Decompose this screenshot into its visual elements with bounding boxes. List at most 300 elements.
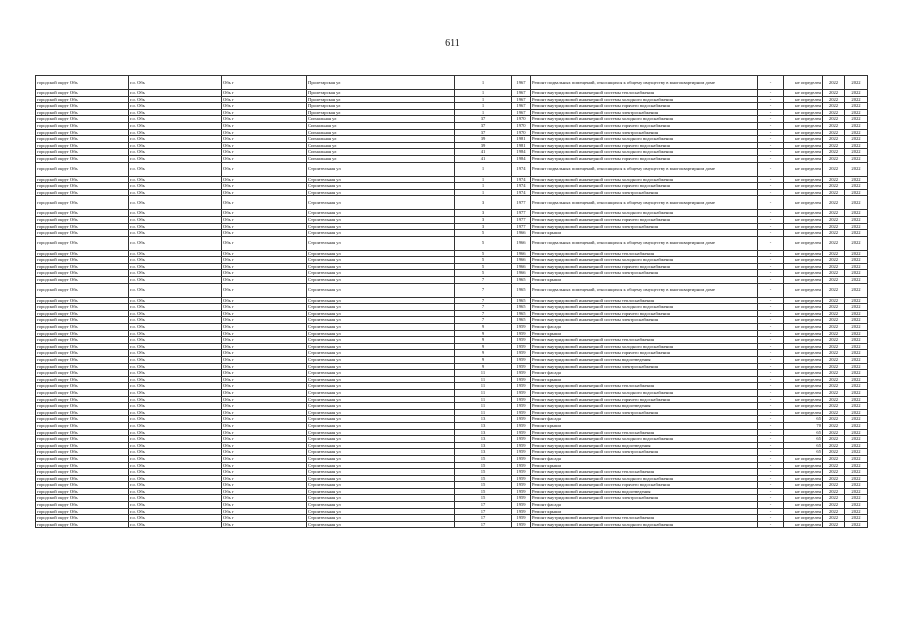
cell-cost: не определен <box>784 469 823 476</box>
cell-settlement: Обь г <box>222 475 307 482</box>
cell-district: городской округ Обь <box>36 270 129 277</box>
cell-year-start: 2022 <box>823 223 845 230</box>
cell-settlement: Обь г <box>222 482 307 489</box>
cell-street: Строительная ул <box>307 409 455 416</box>
cell-street: Сигнальная ул <box>307 136 455 143</box>
cell-cost: не определен <box>784 343 823 350</box>
cell-settlement: Обь г <box>222 236 307 250</box>
cell-settlement: Обь г <box>222 283 307 297</box>
cell-dash: - <box>758 216 784 223</box>
cell-year-end: 2022 <box>845 129 868 136</box>
cell-work-type: Ремонт подвальных помещений, относящихся к общему имуществу в многоквартирном доме <box>531 76 758 90</box>
cell-district: городской округ Обь <box>36 183 129 190</box>
cell-dash: - <box>758 230 784 237</box>
cell-district: городской округ Обь <box>36 350 129 357</box>
table-row <box>36 277 868 284</box>
cell-district: городской округ Обь <box>36 149 129 156</box>
cell-year-end: 2022 <box>845 297 868 304</box>
cell-settlement: Обь г <box>222 449 307 456</box>
cell-work-type: Ремонт внутридомовой инженерной системы горячего водоснабжения <box>531 350 758 357</box>
cell-build-year: 1965 <box>512 297 531 304</box>
cell-street: Строительная ул <box>307 176 455 183</box>
cell-dash: - <box>758 330 784 337</box>
cell-municipality: г.о. Обь <box>129 96 222 103</box>
cell-settlement: Обь г <box>222 183 307 190</box>
cell-cost: не определен <box>784 521 823 528</box>
cell-year-start: 2022 <box>823 416 845 423</box>
cell-dash: - <box>758 502 784 509</box>
cell-year-start: 2022 <box>823 396 845 403</box>
cell-cost: не определен <box>784 357 823 364</box>
cell-house-number: 7 <box>455 277 512 284</box>
cell-work-type: Ремонт внутридомовой инженерной системы горячего водоснабжения <box>531 263 758 270</box>
cell-dash: - <box>758 103 784 110</box>
table-row <box>36 142 868 149</box>
cell-settlement: Обь г <box>222 469 307 476</box>
cell-house-number: 41 <box>455 149 512 156</box>
cell-year-start: 2022 <box>823 149 845 156</box>
cell-year-end: 2022 <box>845 109 868 116</box>
cell-house-number: 3 <box>455 216 512 223</box>
cell-build-year: 1959 <box>512 449 531 456</box>
cell-cost: не определен <box>784 455 823 462</box>
cell-dash: - <box>758 155 784 162</box>
table-row <box>36 376 868 383</box>
cell-year-end: 2022 <box>845 389 868 396</box>
cell-street: Строительная ул <box>307 462 455 469</box>
cell-settlement: Обь г <box>222 337 307 344</box>
cell-cost: не определен <box>784 389 823 396</box>
cell-district: городской округ Обь <box>36 469 129 476</box>
cell-year-start: 2022 <box>823 236 845 250</box>
cell-settlement: Обь г <box>222 142 307 149</box>
cell-street: Строительная ул <box>307 389 455 396</box>
cell-dash: - <box>758 455 784 462</box>
cell-build-year: 1959 <box>512 436 531 443</box>
cell-municipality: г.о. Обь <box>129 488 222 495</box>
cell-street: Строительная ул <box>307 350 455 357</box>
cell-district: городской округ Обь <box>36 103 129 110</box>
cell-street: Сигнальная ул <box>307 122 455 129</box>
cell-street: Строительная ул <box>307 230 455 237</box>
cell-street: Строительная ул <box>307 475 455 482</box>
cell-district: городской округ Обь <box>36 250 129 257</box>
table-row <box>36 196 868 210</box>
table-row <box>36 429 868 436</box>
cell-year-start: 2022 <box>823 297 845 304</box>
cell-build-year: 1959 <box>512 343 531 350</box>
cell-street: Строительная ул <box>307 210 455 217</box>
cell-build-year: 1959 <box>512 357 531 364</box>
cell-work-type: Ремонт внутридомовой инженерной системы горячего водоснабжения <box>531 482 758 489</box>
cell-municipality: г.о. Обь <box>129 129 222 136</box>
cell-dash: - <box>758 422 784 429</box>
cell-dash: - <box>758 515 784 522</box>
table-row <box>36 317 868 324</box>
table-row <box>36 304 868 311</box>
cell-settlement: Обь г <box>222 442 307 449</box>
table-row <box>36 90 868 97</box>
cell-house-number: 1 <box>455 96 512 103</box>
cell-cost: не определен <box>784 103 823 110</box>
cell-house-number: 9 <box>455 357 512 364</box>
cell-house-number: 9 <box>455 343 512 350</box>
cell-year-end: 2022 <box>845 230 868 237</box>
cell-district: городской округ Обь <box>36 403 129 410</box>
cell-cost: не определен <box>784 210 823 217</box>
cell-settlement: Обь г <box>222 122 307 129</box>
cell-build-year: 1977 <box>512 216 531 223</box>
cell-settlement: Обь г <box>222 330 307 337</box>
cell-build-year: 1959 <box>512 515 531 522</box>
cell-cost: 65 <box>784 429 823 436</box>
cell-house-number: 37 <box>455 116 512 123</box>
cell-cost: не определен <box>784 96 823 103</box>
cell-house-number: 17 <box>455 515 512 522</box>
cell-settlement: Обь г <box>222 277 307 284</box>
cell-municipality: г.о. Обь <box>129 376 222 383</box>
cell-year-end: 2022 <box>845 442 868 449</box>
cell-year-end: 2022 <box>845 436 868 443</box>
cell-municipality: г.о. Обь <box>129 76 222 90</box>
cell-cost: не определен <box>784 475 823 482</box>
cell-municipality: г.о. Обь <box>129 495 222 502</box>
cell-district: городской округ Обь <box>36 109 129 116</box>
cell-settlement: Обь г <box>222 189 307 196</box>
cell-cost: не определен <box>784 189 823 196</box>
cell-work-type: Ремонт внутридомовой инженерной системы горячего водоснабжения <box>531 396 758 403</box>
cell-cost: не определен <box>784 263 823 270</box>
cell-municipality: г.о. Обь <box>129 324 222 331</box>
cell-settlement: Обь г <box>222 96 307 103</box>
cell-cost: не определен <box>784 363 823 370</box>
cell-work-type: Ремонт внутридомовой инженерной системы холодного водоснабжения <box>531 304 758 311</box>
cell-build-year: 1959 <box>512 389 531 396</box>
cell-cost: не определен <box>784 495 823 502</box>
cell-year-end: 2022 <box>845 515 868 522</box>
cell-build-year: 1965 <box>512 310 531 317</box>
cell-settlement: Обь г <box>222 162 307 176</box>
table-row <box>36 515 868 522</box>
cell-year-end: 2022 <box>845 422 868 429</box>
cell-district: городской округ Обь <box>36 462 129 469</box>
table-row <box>36 436 868 443</box>
cell-year-end: 2022 <box>845 429 868 436</box>
cell-settlement: Обь г <box>222 508 307 515</box>
table-row <box>36 283 868 297</box>
cell-year-end: 2022 <box>845 488 868 495</box>
cell-district: городской округ Обь <box>36 223 129 230</box>
table-row <box>36 122 868 129</box>
cell-year-end: 2022 <box>845 462 868 469</box>
cell-year-start: 2022 <box>823 263 845 270</box>
cell-year-start: 2022 <box>823 515 845 522</box>
cell-work-type: Ремонт внутридомовой инженерной системы теплоснабжения <box>531 515 758 522</box>
cell-district: городской округ Обь <box>36 304 129 311</box>
table-row <box>36 449 868 456</box>
cell-cost: не определен <box>784 376 823 383</box>
table-row <box>36 76 868 90</box>
table-row <box>36 162 868 176</box>
cell-dash: - <box>758 495 784 502</box>
cell-dash: - <box>758 363 784 370</box>
cell-year-start: 2022 <box>823 350 845 357</box>
cell-dash: - <box>758 90 784 97</box>
cell-year-end: 2022 <box>845 376 868 383</box>
cell-build-year: 1966 <box>512 270 531 277</box>
cell-year-start: 2022 <box>823 189 845 196</box>
cell-year-start: 2022 <box>823 449 845 456</box>
cell-dash: - <box>758 257 784 264</box>
cell-cost: не определен <box>784 403 823 410</box>
table-row <box>36 521 868 528</box>
cell-work-type: Ремонт внутридомовой инженерной системы теплоснабжения <box>531 90 758 97</box>
cell-dash: - <box>758 317 784 324</box>
cell-work-type: Ремонт внутридомовой инженерной системы водоотведения <box>531 488 758 495</box>
table-row <box>36 508 868 515</box>
cell-year-start: 2022 <box>823 357 845 364</box>
cell-street: Строительная ул <box>307 343 455 350</box>
cell-cost: не определен <box>784 515 823 522</box>
cell-work-type: Ремонт крыши <box>531 277 758 284</box>
cell-build-year: 1974 <box>512 183 531 190</box>
cell-municipality: г.о. Обь <box>129 455 222 462</box>
cell-settlement: Обь г <box>222 216 307 223</box>
cell-cost: не определен <box>784 297 823 304</box>
table-row <box>36 270 868 277</box>
cell-street: Строительная ул <box>307 236 455 250</box>
cell-municipality: г.о. Обь <box>129 310 222 317</box>
cell-work-type: Ремонт подвальных помещений, относящихся к общему имуществу в многоквартирном доме <box>531 162 758 176</box>
cell-district: городской округ Обь <box>36 482 129 489</box>
cell-year-start: 2022 <box>823 103 845 110</box>
cell-street: Строительная ул <box>307 515 455 522</box>
cell-municipality: г.о. Обь <box>129 350 222 357</box>
cell-year-end: 2022 <box>845 183 868 190</box>
table-row <box>36 257 868 264</box>
cell-municipality: г.о. Обь <box>129 442 222 449</box>
cell-year-end: 2022 <box>845 396 868 403</box>
cell-dash: - <box>758 449 784 456</box>
page-number: 611 <box>445 38 460 49</box>
cell-work-type: Ремонт крыши <box>531 508 758 515</box>
cell-year-end: 2022 <box>845 122 868 129</box>
cell-district: городской округ Обь <box>36 376 129 383</box>
cell-district: городской округ Обь <box>36 196 129 210</box>
cell-municipality: г.о. Обь <box>129 283 222 297</box>
cell-house-number: 5 <box>455 263 512 270</box>
cell-build-year: 1967 <box>512 96 531 103</box>
cell-dash: - <box>758 475 784 482</box>
cell-year-start: 2022 <box>823 455 845 462</box>
cell-settlement: Обь г <box>222 343 307 350</box>
cell-street: Строительная ул <box>307 357 455 364</box>
cell-district: городской округ Обь <box>36 409 129 416</box>
cell-year-end: 2022 <box>845 330 868 337</box>
cell-build-year: 1959 <box>512 442 531 449</box>
table-row <box>36 488 868 495</box>
table-row <box>36 96 868 103</box>
cell-work-type: Ремонт внутридомовой инженерной системы холодного водоснабжения <box>531 136 758 143</box>
cell-year-start: 2022 <box>823 389 845 396</box>
cell-work-type: Ремонт внутридомовой инженерной системы холодного водоснабжения <box>531 116 758 123</box>
cell-dash: - <box>758 508 784 515</box>
cell-house-number: 9 <box>455 363 512 370</box>
cell-street: Строительная ул <box>307 521 455 528</box>
table-row <box>36 109 868 116</box>
cell-dash: - <box>758 357 784 364</box>
cell-municipality: г.о. Обь <box>129 216 222 223</box>
cell-work-type: Ремонт внутридомовой инженерной системы электроснабжения <box>531 449 758 456</box>
cell-municipality: г.о. Обь <box>129 449 222 456</box>
cell-house-number: 15 <box>455 462 512 469</box>
cell-build-year: 1959 <box>512 376 531 383</box>
cell-dash: - <box>758 136 784 143</box>
cell-municipality: г.о. Обь <box>129 317 222 324</box>
cell-settlement: Обь г <box>222 129 307 136</box>
cell-house-number: 37 <box>455 122 512 129</box>
cell-street: Строительная ул <box>307 376 455 383</box>
table-row <box>36 103 868 110</box>
cell-build-year: 1959 <box>512 502 531 509</box>
cell-year-start: 2022 <box>823 196 845 210</box>
cell-district: городской округ Обь <box>36 297 129 304</box>
cell-year-end: 2022 <box>845 257 868 264</box>
cell-settlement: Обь г <box>222 383 307 390</box>
cell-cost: 70 <box>784 422 823 429</box>
cell-municipality: г.о. Обь <box>129 210 222 217</box>
cell-year-start: 2022 <box>823 283 845 297</box>
cell-district: городской округ Обь <box>36 416 129 423</box>
cell-house-number: 1 <box>455 90 512 97</box>
cell-year-start: 2022 <box>823 488 845 495</box>
cell-municipality: г.о. Обь <box>129 469 222 476</box>
cell-build-year: 1959 <box>512 508 531 515</box>
cell-year-end: 2022 <box>845 116 868 123</box>
cell-build-year: 1959 <box>512 403 531 410</box>
cell-municipality: г.о. Обь <box>129 230 222 237</box>
cell-dash: - <box>758 343 784 350</box>
table-row <box>36 469 868 476</box>
cell-year-start: 2022 <box>823 183 845 190</box>
cell-dash: - <box>758 183 784 190</box>
cell-house-number: 7 <box>455 297 512 304</box>
cell-year-end: 2022 <box>845 383 868 390</box>
cell-dash: - <box>758 396 784 403</box>
cell-house-number: 15 <box>455 488 512 495</box>
cell-build-year: 1966 <box>512 230 531 237</box>
cell-municipality: г.о. Обь <box>129 149 222 156</box>
cell-year-end: 2022 <box>845 337 868 344</box>
cell-year-start: 2022 <box>823 330 845 337</box>
cell-year-start: 2022 <box>823 116 845 123</box>
cell-house-number: 13 <box>455 436 512 443</box>
cell-year-end: 2022 <box>845 449 868 456</box>
cell-settlement: Обь г <box>222 155 307 162</box>
cell-cost: не определен <box>784 109 823 116</box>
cell-year-end: 2022 <box>845 469 868 476</box>
cell-municipality: г.о. Обь <box>129 383 222 390</box>
cell-settlement: Обь г <box>222 370 307 377</box>
cell-build-year: 1981 <box>512 136 531 143</box>
cell-work-type: Ремонт фасада <box>531 370 758 377</box>
cell-year-start: 2022 <box>823 122 845 129</box>
cell-house-number: 9 <box>455 337 512 344</box>
cell-municipality: г.о. Обь <box>129 422 222 429</box>
cell-dash: - <box>758 469 784 476</box>
cell-dash: - <box>758 304 784 311</box>
cell-district: городской округ Обь <box>36 383 129 390</box>
cell-year-start: 2022 <box>823 257 845 264</box>
cell-dash: - <box>758 189 784 196</box>
cell-year-end: 2022 <box>845 482 868 489</box>
cell-municipality: г.о. Обь <box>129 257 222 264</box>
table-row <box>36 442 868 449</box>
cell-settlement: Обь г <box>222 436 307 443</box>
cell-dash: - <box>758 270 784 277</box>
cell-dash: - <box>758 210 784 217</box>
cell-street: Строительная ул <box>307 196 455 210</box>
cell-work-type: Ремонт внутридомовой инженерной системы электроснабжения <box>531 317 758 324</box>
cell-municipality: г.о. Обь <box>129 409 222 416</box>
cell-build-year: 1984 <box>512 155 531 162</box>
cell-year-start: 2022 <box>823 495 845 502</box>
cell-work-type: Ремонт внутридомовой инженерной системы горячего водоснабжения <box>531 122 758 129</box>
cell-build-year: 1967 <box>512 76 531 90</box>
cell-dash: - <box>758 403 784 410</box>
cell-year-start: 2022 <box>823 436 845 443</box>
cell-settlement: Обь г <box>222 223 307 230</box>
cell-year-start: 2022 <box>823 508 845 515</box>
cell-cost: не определен <box>784 337 823 344</box>
cell-street: Строительная ул <box>307 297 455 304</box>
cell-build-year: 1966 <box>512 236 531 250</box>
cell-district: городской округ Обь <box>36 317 129 324</box>
cell-street: Строительная ул <box>307 455 455 462</box>
cell-street: Строительная ул <box>307 449 455 456</box>
table-row <box>36 116 868 123</box>
cell-municipality: г.о. Обь <box>129 90 222 97</box>
cell-settlement: Обь г <box>222 389 307 396</box>
cell-dash: - <box>758 142 784 149</box>
cell-settlement: Обь г <box>222 176 307 183</box>
cell-work-type: Ремонт крыши <box>531 462 758 469</box>
cell-street: Строительная ул <box>307 488 455 495</box>
cell-municipality: г.о. Обь <box>129 304 222 311</box>
cell-year-end: 2022 <box>845 277 868 284</box>
cell-municipality: г.о. Обь <box>129 389 222 396</box>
cell-year-end: 2022 <box>845 149 868 156</box>
cell-dash: - <box>758 310 784 317</box>
cell-house-number: 9 <box>455 330 512 337</box>
cell-settlement: Обь г <box>222 409 307 416</box>
cell-street: Строительная ул <box>307 263 455 270</box>
cell-street: Строительная ул <box>307 277 455 284</box>
cell-year-start: 2022 <box>823 376 845 383</box>
cell-cost: 65 <box>784 436 823 443</box>
cell-settlement: Обь г <box>222 136 307 143</box>
cell-street: Строительная ул <box>307 422 455 429</box>
cell-build-year: 1959 <box>512 330 531 337</box>
table-row <box>36 216 868 223</box>
table-row <box>36 416 868 423</box>
cell-cost: не определен <box>784 257 823 264</box>
cell-house-number: 3 <box>455 196 512 210</box>
cell-street: Строительная ул <box>307 370 455 377</box>
cell-build-year: 1959 <box>512 422 531 429</box>
cell-year-end: 2022 <box>845 176 868 183</box>
table-row <box>36 389 868 396</box>
